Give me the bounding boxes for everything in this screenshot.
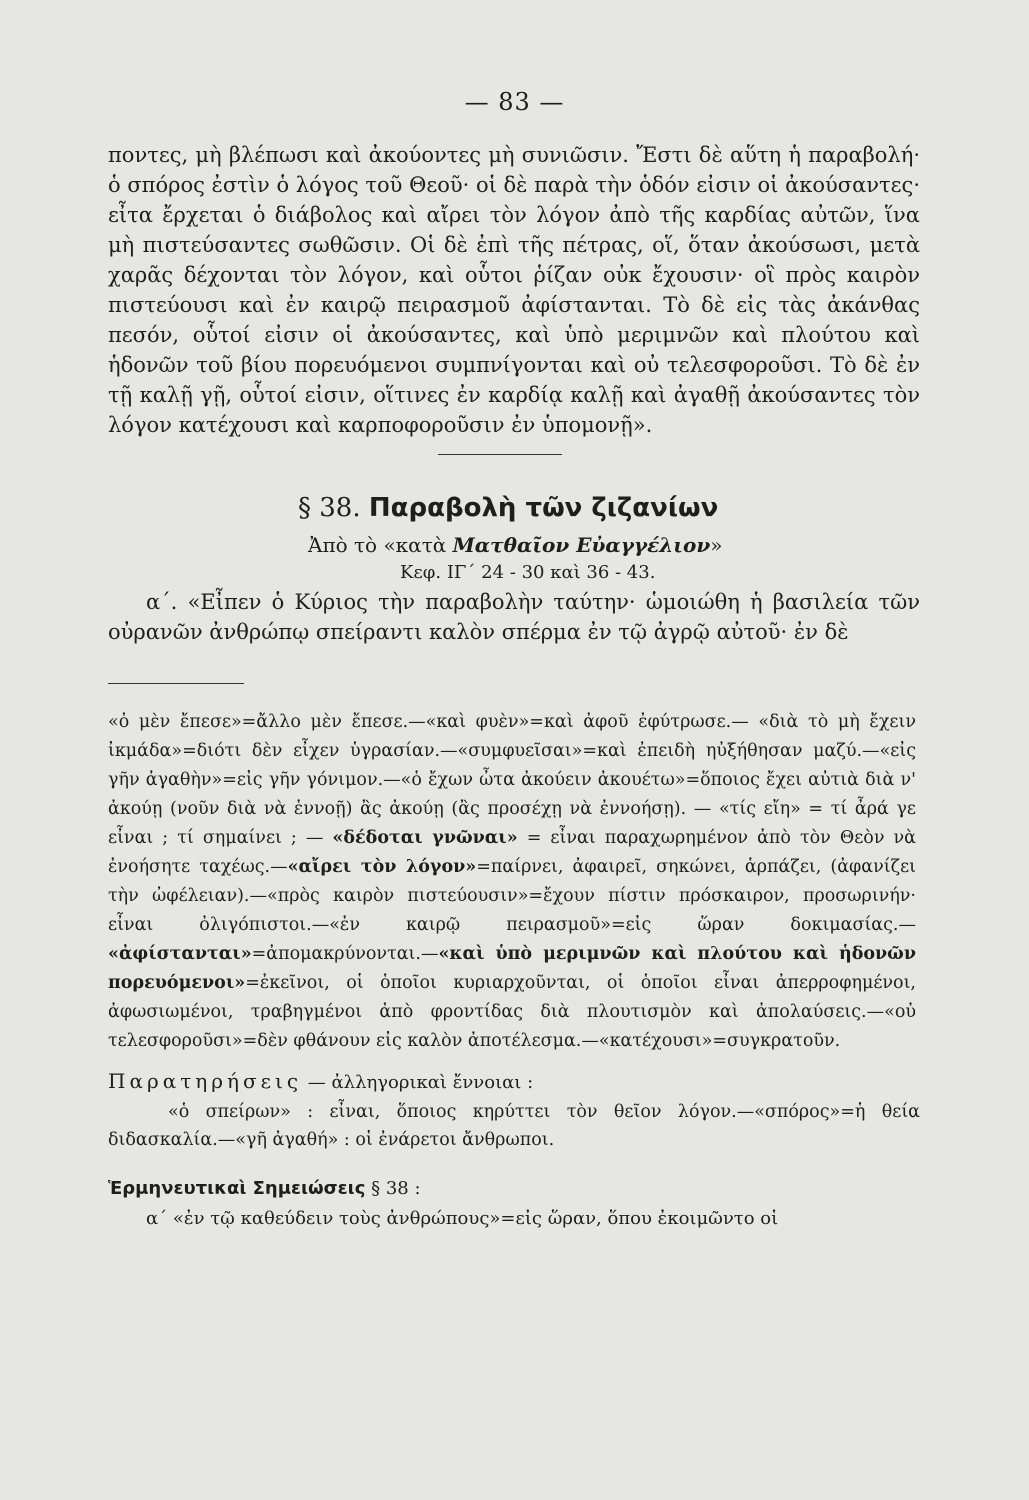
note-term: «ἀφίστανται» [108, 944, 252, 964]
section-number: § 38. [298, 493, 361, 523]
note-term: «κατέχουσι» [598, 1031, 713, 1051]
observation-term: «ὁ σπείρων» [168, 1102, 291, 1122]
observations-body [108, 1098, 920, 1154]
note-gloss: =καὶ ἀφοῦ ἐφύτρωσε.— [529, 712, 749, 732]
source-line [108, 531, 920, 559]
page-number: — 83 — [464, 88, 565, 116]
hermeneutics-item-term: «ἐν τῷ καθεύδειν τοὺς ἀνθρώπους» [172, 1208, 501, 1229]
hermeneutics-heading [108, 1174, 920, 1204]
note-gloss: =εἰς γῆν γόνιμον.— [222, 770, 401, 790]
verse-label: α΄. [146, 590, 178, 614]
note-gloss: =διότι δὲν εἶχεν ὑγρασίαν.— [182, 741, 458, 761]
note-term: «δέδοται γνῶναι» [332, 828, 518, 848]
section-title: Παραβολὴ τῶν ζιζανίων [368, 493, 719, 523]
hermeneutics-item-gloss: =εἰς ὥραν, ὅπου ἐκοιμῶντο οἱ [500, 1208, 779, 1229]
footnote-divider [108, 683, 244, 684]
hermeneutics-section-ref: § 38 : [371, 1178, 421, 1199]
note-gloss: =ἀπομακρύνονται.— [251, 944, 439, 964]
note-term: «καὶ ὑπὸ μεριμνῶν καὶ πλούτου καὶ ἡδονῶν πορευόμενοι» [108, 944, 916, 993]
section-heading [108, 491, 920, 525]
page-body [108, 140, 920, 1234]
verse-text: «Εἶπεν ὁ Κύριος τὴν παραβολὴν ταύτην· ὡμοιώθη ἡ βασιλεία τῶν οὐρανῶν ἀνθρώπῳ σπείραντι καλὸν σπέρμα ἐν τῷ ἀγρῷ αὐτοῦ· ἐν δὲ [108, 590, 920, 644]
note-gloss: =ἔχουν πίστιν πρόσκαιρον, προσωρινήν· εἶναι ὀλιγόπιστοι.— [108, 886, 916, 935]
hermeneutics-body [108, 1204, 920, 1234]
source-book: Ματθαῖον Εὐαγγέλιον [452, 533, 711, 557]
note-term: «αἴρει τὸν λόγον» [287, 857, 477, 877]
hermeneutics-item-label: α΄ [146, 1208, 168, 1229]
note-term: «ὁ μὲν ἔπεσε» [108, 712, 242, 732]
observation-gloss: : εἶναι, ὅποιος κηρύττει τὸν θεῖον λόγον.— [290, 1102, 755, 1122]
note-gloss: =δὲν φθάνουν εἰς καλὸν ἀποτέλεσμα.— [242, 1031, 599, 1051]
note-gloss: =εἰς ὥραν δοκιμασίας.— [610, 915, 916, 935]
note-term: «συμφυεῖσαι» [457, 741, 583, 761]
verse-paragraph [108, 587, 920, 647]
section-divider [438, 454, 562, 455]
note-gloss: = τί ἆρά γε εἶναι ; τί σημαίνει ; — [108, 799, 916, 848]
note-gloss: =ἐκεῖνοι, οἱ ὁποῖοι κυριαρχοῦνται, οἱ ὁποῖοι εἶναι ἀπερροφημένοι, ἀφωσιωμένοι, τραβηγμένοι ἀπὸ φροντίδας διὰ πλουτισμὸν καὶ ἀπολαύσεις.— [108, 973, 916, 1022]
source-suffix: » [710, 533, 723, 557]
glossary-notes [108, 708, 920, 1056]
observation-gloss: : οἱ ἐνάρετοι ἄνθρωποι. [338, 1130, 555, 1150]
note-gloss: =καὶ ἐπειδὴ ηὐξήθησαν μαζύ.— [582, 741, 880, 761]
observation-term: «σπόρος» [754, 1102, 841, 1122]
note-term: «διὰ τὸ μὴ ἔχειν ἰκμάδα» [108, 712, 916, 761]
observations-heading [108, 1066, 920, 1098]
observation-term: «γῆ ἀγαθή» [235, 1130, 339, 1150]
note-term: «ἐν καιρῷ πειρασμοῦ» [329, 915, 611, 935]
note-gloss: =συγκρατοῦν. [712, 1031, 841, 1051]
intro-paragraph: ποντες, μὴ βλέπωσι καὶ ἀκούοντες μὴ συνιῶσιν. Ἔστι δὲ αὕτη ἡ παραβολή· ὁ σπόρος ἐστὶν ὁ λόγος τοῦ Θεοῦ· οἱ δὲ παρὰ τὴν ὁδόν εἰσιν οἱ ἀκούσαντες· εἶτα ἔρχεται ὁ διάβολος καὶ αἴρει τὸν λόγον ἀπὸ τῆς καρδίας αὐτῶν, ἵνα μὴ πιστεύσαντες σωθῶσιν. Οἱ δὲ ἐπὶ τῆς πέτρας, οἵ, ὅταν ἀκούσωσι, μετὰ χαρᾶς δέχονται τὸν λόγον, καὶ οὗτοι ῥίζαν οὐκ ἔχουσιν· οἳ πρὸς καιρὸν πιστεύουσι καὶ ἐν καιρῷ πειρασμοῦ ἀφίστανται. Τὸ δὲ εἰς τὰς ἀκάνθας πεσόν, οὗτοί εἰσιν οἱ ἀκούσαντες, καὶ ὑπὸ μεριμνῶν καὶ πλούτου καὶ ἡδονῶν τοῦ βίου πορευόμενοι συμπνίγονται καὶ οὐ τελεσφοροῦσι. Τὸ δὲ ἐν τῇ καλῇ γῇ, οὗτοί εἰσιν, οἵτινες ἐν καρδίᾳ καλῇ καὶ ἀγαθῇ ἀκούσαντες τὸν λόγον κατέχουσι καὶ καρποφοροῦσιν ἐν ὑπομονῇ». [108, 143, 920, 437]
note-gloss: =ὅποιος ἔχει αὐτιὰ διὰ ν' ἀκούῃ (νοῦν διὰ νὰ ἐννοῇ) ἂς ἀκούῃ (ἂς προσέχῃ νὰ ἐννοήσῃ). — [108, 770, 916, 819]
note-term: «καὶ φυὲν» [425, 712, 530, 732]
note-term: «οὐ τελεσφοροῦσι» [108, 1002, 916, 1051]
observation-gloss: =ἡ θεία διδασκαλία.— [108, 1102, 921, 1150]
note-term: «τίς εἴη» [718, 799, 801, 819]
note-gloss: = εἶναι παραχωρημένον ἀπὸ τὸν Θεὸν νὰ ἐνοήσητε ταχέως.— [108, 828, 916, 877]
source-prefix: Ἀπὸ τὸ «κατὰ [308, 533, 447, 557]
observations-heading-rest: — ἀλληγορικαὶ ἔννοιαι : [307, 1072, 534, 1093]
note-term: «ὁ ἔχων ὦτα ἀκούειν ἀκουέτω» [400, 770, 686, 790]
observations-label: Παρατηρήσεις [108, 1069, 303, 1093]
note-gloss: =ἄλλο μὲν ἔπεσε.— [241, 712, 426, 732]
note-term: «εἰς γῆν ἀγαθὴν» [108, 741, 916, 790]
note-term: «πρὸς καιρὸν πιστεύουσιν» [267, 886, 529, 906]
hermeneutics-label: Ἑρμηνευτικαὶ Σημειώσεις [108, 1178, 366, 1199]
note-gloss: =παίρνει, ἀφαιρεῖ, σηκώνει, ἁρπάζει, (ἀφανίζει τὴν ὠφέλειαν).— [108, 857, 917, 906]
chapter-reference: Κεφ. ΙΓ΄ 24 - 30 καὶ 36 - 43. [400, 562, 656, 583]
